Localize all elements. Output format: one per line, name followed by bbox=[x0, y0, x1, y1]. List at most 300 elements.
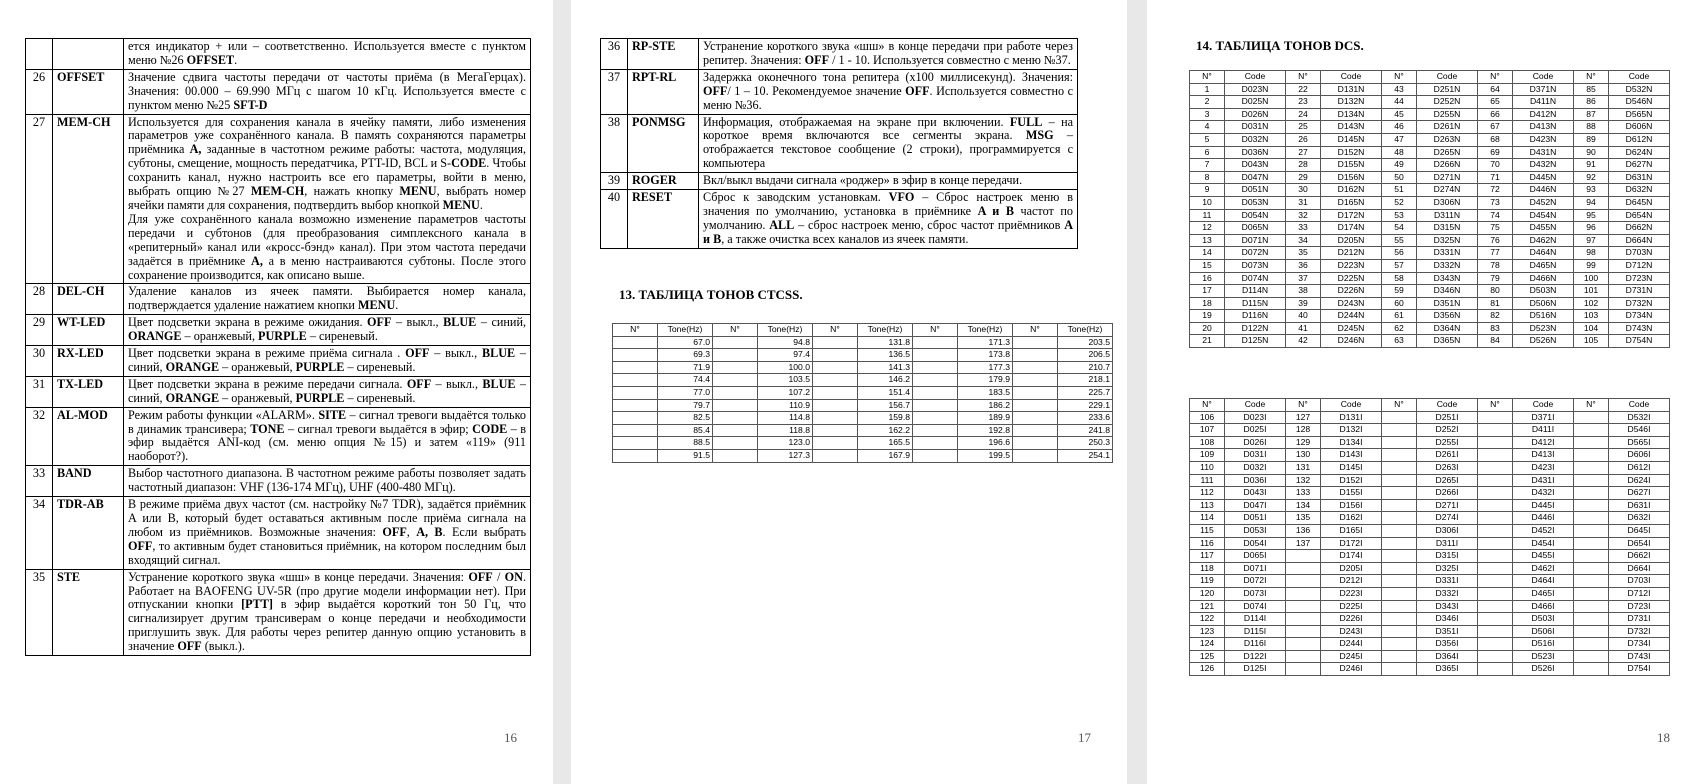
menu-row bbox=[26, 284, 531, 315]
description-text: Значение сдвига частоты передачи от частоты приёма (в МегаГерцах). Значения: 00.000 – 69.990 МГц с шагом 10 кГц. Используется вместе с пунктом меню №25 SFT-D bbox=[128, 69, 526, 112]
dcs-code: D331I bbox=[1417, 575, 1478, 588]
dcs-number: 115 bbox=[1190, 524, 1225, 537]
dcs-number: 36 bbox=[1286, 259, 1321, 272]
dcs-code: D132N bbox=[1321, 96, 1382, 109]
dcs-number: 16 bbox=[1190, 272, 1225, 285]
description-text: Режим работы функции «ALARM». SITE – сигнал тревоги выдаётся только в динамик трансивера; TONE – сигнал тревоги выдаётся в эфир; CODE – в эфир выдаётся ANI-код (см. меню опция №15) и затем «119» (911 наоборот?). bbox=[128, 407, 526, 464]
dcs-code: D446N bbox=[1513, 184, 1574, 197]
dcs-number: 113 bbox=[1190, 499, 1225, 512]
tone-number bbox=[613, 374, 658, 387]
menu-description bbox=[124, 284, 531, 315]
dcs-code: D306N bbox=[1417, 196, 1478, 209]
tone-value: 254.1 bbox=[1058, 449, 1113, 462]
menu-key: RP-STE bbox=[628, 39, 699, 70]
menu-row bbox=[26, 407, 531, 466]
table-row bbox=[613, 336, 1113, 349]
dcs-number: 23 bbox=[1286, 96, 1321, 109]
dcs-number bbox=[1382, 499, 1417, 512]
dcs-number: 78 bbox=[1478, 259, 1513, 272]
dcs-number: 119 bbox=[1190, 575, 1225, 588]
dcs-code: D261N bbox=[1417, 121, 1478, 134]
column-header-tone: Tone(Hz) bbox=[658, 324, 713, 337]
dcs-code: D131N bbox=[1321, 83, 1382, 96]
column-header-number: N° bbox=[1013, 324, 1058, 337]
dcs-code: D311N bbox=[1417, 209, 1478, 222]
column-header-number: N° bbox=[1382, 71, 1417, 84]
dcs-number: 71 bbox=[1478, 171, 1513, 184]
dcs-code: D043N bbox=[1225, 159, 1286, 172]
dcs-number: 55 bbox=[1382, 234, 1417, 247]
dcs-code: D455I bbox=[1513, 550, 1574, 563]
menu-row bbox=[26, 39, 531, 70]
page-17 bbox=[571, 0, 1127, 784]
dcs-code: D156N bbox=[1321, 171, 1382, 184]
tone-value: 233.6 bbox=[1058, 412, 1113, 425]
dcs-number bbox=[1286, 600, 1321, 613]
dcs-number: 136 bbox=[1286, 524, 1321, 537]
menu-description bbox=[699, 69, 1078, 114]
dcs-code: D332N bbox=[1417, 259, 1478, 272]
dcs-number bbox=[1574, 625, 1609, 638]
dcs-number bbox=[1574, 600, 1609, 613]
menu-row bbox=[26, 346, 531, 377]
dcs-number: 56 bbox=[1382, 247, 1417, 260]
dcs-code: D025I bbox=[1225, 424, 1286, 437]
dcs-code: D343I bbox=[1417, 600, 1478, 613]
tone-value: 123.0 bbox=[758, 437, 813, 450]
dcs-code: D074I bbox=[1225, 600, 1286, 613]
column-header-number: N° bbox=[1382, 399, 1417, 412]
tone-number bbox=[913, 374, 958, 387]
dcs-number: 77 bbox=[1478, 247, 1513, 260]
dcs-number: 132 bbox=[1286, 474, 1321, 487]
dcs-number bbox=[1574, 449, 1609, 462]
dcs-code: D205I bbox=[1321, 562, 1382, 575]
description-text: Используется для сохранения канала в ячейку памяти, либо изменения параметров уже сохранённого канала. В память сохраняются параметры приёмника A, заданные в частотном режиме работы: частота, модуляция, субтоны, смещение, мощность передатчика, PTT-ID, BCL и S-CODE. Чтобы сохранить канал, нужно настроить все его параметры, войти в меню, выбрать опцию №27 MEM-CH, нажать кнопку MENU, выбрать номер ячейки памяти для сохранения, подтвердить выбор кнопкой MENU. bbox=[128, 114, 527, 212]
dcs-code: D116I bbox=[1225, 638, 1286, 651]
dcs-code: D413N bbox=[1513, 121, 1574, 134]
dcs-number bbox=[1286, 562, 1321, 575]
dcs-code: D072I bbox=[1225, 575, 1286, 588]
dcs-number: 43 bbox=[1382, 83, 1417, 96]
menu-number: 39 bbox=[601, 173, 628, 190]
dcs-number: 54 bbox=[1382, 222, 1417, 235]
column-header-tone: Tone(Hz) bbox=[758, 324, 813, 337]
table-row bbox=[1190, 285, 1670, 298]
menu-number: 29 bbox=[26, 315, 53, 346]
table-row bbox=[613, 399, 1113, 412]
dcs-code: D266I bbox=[1417, 487, 1478, 500]
dcs-number bbox=[1574, 499, 1609, 512]
dcs-code: D315N bbox=[1417, 222, 1478, 235]
dcs-number: 14 bbox=[1190, 247, 1225, 260]
dcs-code: D115I bbox=[1225, 625, 1286, 638]
dcs-number: 17 bbox=[1190, 285, 1225, 298]
dcs-number bbox=[1286, 613, 1321, 626]
dcs-code: D225N bbox=[1321, 272, 1382, 285]
dcs-number: 90 bbox=[1574, 146, 1609, 159]
dcs-number: 73 bbox=[1478, 196, 1513, 209]
dcs-number: 74 bbox=[1478, 209, 1513, 222]
dcs-number bbox=[1478, 461, 1513, 474]
menu-row bbox=[26, 569, 531, 655]
dcs-number bbox=[1286, 575, 1321, 588]
dcs-code: D712N bbox=[1609, 259, 1670, 272]
menu-row bbox=[26, 376, 531, 407]
dcs-number: 99 bbox=[1574, 259, 1609, 272]
tone-number bbox=[1013, 424, 1058, 437]
dcs-code: D156I bbox=[1321, 499, 1382, 512]
dcs-code: D332I bbox=[1417, 587, 1478, 600]
dcs-number: 2 bbox=[1190, 96, 1225, 109]
dcs-number: 24 bbox=[1286, 108, 1321, 121]
dcs-code: D662N bbox=[1609, 222, 1670, 235]
dcs-code: D632N bbox=[1609, 184, 1670, 197]
tone-number bbox=[813, 386, 858, 399]
dcs-code: D506I bbox=[1513, 625, 1574, 638]
dcs-code: D263N bbox=[1417, 133, 1478, 146]
dcs-number: 13 bbox=[1190, 234, 1225, 247]
menu-number: 35 bbox=[26, 569, 53, 655]
tone-value: 131.8 bbox=[858, 336, 913, 349]
dcs-code: D251N bbox=[1417, 83, 1478, 96]
description-text: Устранение короткого звука «шш» в конце передачи при работе через репитер. Значения: OFF / 1 - 10. Используется совместно с меню №37. bbox=[703, 39, 1073, 67]
dcs-number: 117 bbox=[1190, 550, 1225, 563]
tone-value: 71.9 bbox=[658, 361, 713, 374]
dcs-number bbox=[1574, 638, 1609, 651]
dcs-code: D526I bbox=[1513, 663, 1574, 676]
dcs-number bbox=[1382, 537, 1417, 550]
table-row bbox=[1190, 108, 1670, 121]
dcs-number: 95 bbox=[1574, 209, 1609, 222]
dcs-code: D612I bbox=[1609, 461, 1670, 474]
dcs-number: 88 bbox=[1574, 121, 1609, 134]
dcs-number bbox=[1574, 613, 1609, 626]
dcs-number: 80 bbox=[1478, 285, 1513, 298]
dcs-number: 85 bbox=[1574, 83, 1609, 96]
table-row bbox=[613, 437, 1113, 450]
dcs-number bbox=[1382, 575, 1417, 588]
dcs-code: D265I bbox=[1417, 474, 1478, 487]
tone-value: 97.4 bbox=[758, 349, 813, 362]
column-header-number: N° bbox=[1574, 71, 1609, 84]
dcs-number bbox=[1478, 663, 1513, 676]
table-header-row bbox=[613, 324, 1113, 337]
dcs-tone-table-normal bbox=[1189, 70, 1670, 348]
column-header-code: Code bbox=[1417, 399, 1478, 412]
table-row bbox=[1190, 247, 1670, 260]
dcs-number: 107 bbox=[1190, 424, 1225, 437]
dcs-number: 76 bbox=[1478, 234, 1513, 247]
dcs-number: 123 bbox=[1190, 625, 1225, 638]
tone-number bbox=[913, 361, 958, 374]
menu-description bbox=[124, 39, 531, 70]
dcs-number bbox=[1478, 512, 1513, 525]
table-row bbox=[1190, 613, 1670, 626]
dcs-number bbox=[1286, 650, 1321, 663]
dcs-code: D454I bbox=[1513, 537, 1574, 550]
menu-description bbox=[124, 315, 531, 346]
dcs-number bbox=[1574, 537, 1609, 550]
table-row bbox=[1190, 222, 1670, 235]
dcs-code: D503N bbox=[1513, 285, 1574, 298]
dcs-code: D455N bbox=[1513, 222, 1574, 235]
dcs-code: D023I bbox=[1225, 411, 1286, 424]
tone-number bbox=[1013, 412, 1058, 425]
dcs-code: D351N bbox=[1417, 297, 1478, 310]
column-header-code: Code bbox=[1417, 71, 1478, 84]
menu-key: DEL-CH bbox=[53, 284, 124, 315]
tone-value: 79.7 bbox=[658, 399, 713, 412]
dcs-number bbox=[1574, 587, 1609, 600]
table-row bbox=[1190, 96, 1670, 109]
table-row bbox=[1190, 335, 1670, 348]
menu-key: BAND bbox=[53, 466, 124, 497]
dcs-code: D212N bbox=[1321, 247, 1382, 260]
tone-value: 183.5 bbox=[958, 386, 1013, 399]
column-header-number: N° bbox=[1190, 399, 1225, 412]
dcs-number: 89 bbox=[1574, 133, 1609, 146]
dcs-number: 98 bbox=[1574, 247, 1609, 260]
dcs-number: 19 bbox=[1190, 310, 1225, 323]
dcs-code: D125N bbox=[1225, 335, 1286, 348]
dcs-code: D031N bbox=[1225, 121, 1286, 134]
dcs-code: D356N bbox=[1417, 310, 1478, 323]
dcs-code: D114N bbox=[1225, 285, 1286, 298]
dcs-code: D732I bbox=[1609, 625, 1670, 638]
menu-row bbox=[601, 190, 1078, 249]
dcs-number: 42 bbox=[1286, 335, 1321, 348]
dcs-number: 10 bbox=[1190, 196, 1225, 209]
dcs-number bbox=[1286, 663, 1321, 676]
tone-value: 110.9 bbox=[758, 399, 813, 412]
tone-value: 162.2 bbox=[858, 424, 913, 437]
column-header-number: N° bbox=[613, 324, 658, 337]
dcs-number: 94 bbox=[1574, 196, 1609, 209]
tone-number bbox=[813, 449, 858, 462]
dcs-number: 1 bbox=[1190, 83, 1225, 96]
dcs-code: D466N bbox=[1513, 272, 1574, 285]
dcs-number: 87 bbox=[1574, 108, 1609, 121]
table-row bbox=[1190, 209, 1670, 222]
menu-number: 36 bbox=[601, 39, 628, 70]
table-row bbox=[1190, 436, 1670, 449]
dcs-code: D246I bbox=[1321, 663, 1382, 676]
table-row bbox=[1190, 487, 1670, 500]
menu-number: 34 bbox=[26, 497, 53, 570]
dcs-code: D703N bbox=[1609, 247, 1670, 260]
column-header-tone: Tone(Hz) bbox=[1058, 324, 1113, 337]
tone-value: 77.0 bbox=[658, 386, 713, 399]
menu-description bbox=[699, 39, 1078, 70]
dcs-code: D343N bbox=[1417, 272, 1478, 285]
dcs-code: D266N bbox=[1417, 159, 1478, 172]
menu-number: 30 bbox=[26, 346, 53, 377]
menu-row bbox=[601, 39, 1078, 70]
dcs-number: 122 bbox=[1190, 613, 1225, 626]
dcs-number bbox=[1574, 575, 1609, 588]
menu-key: ROGER bbox=[628, 173, 699, 190]
table-row bbox=[1190, 146, 1670, 159]
dcs-number: 57 bbox=[1382, 259, 1417, 272]
tone-number bbox=[613, 412, 658, 425]
dcs-code: D205N bbox=[1321, 234, 1382, 247]
dcs-code: D464I bbox=[1513, 575, 1574, 588]
menu-row bbox=[26, 466, 531, 497]
dcs-number bbox=[1286, 638, 1321, 651]
dcs-code: D516I bbox=[1513, 638, 1574, 651]
menu-key: WT-LED bbox=[53, 315, 124, 346]
table-row bbox=[1190, 562, 1670, 575]
tone-number bbox=[613, 349, 658, 362]
dcs-code: D271N bbox=[1417, 171, 1478, 184]
dcs-number bbox=[1574, 524, 1609, 537]
menu-table-page-17 bbox=[600, 38, 1078, 249]
dcs-number: 3 bbox=[1190, 108, 1225, 121]
dcs-number: 125 bbox=[1190, 650, 1225, 663]
dcs-number: 70 bbox=[1478, 159, 1513, 172]
table-row bbox=[1190, 259, 1670, 272]
dcs-number bbox=[1382, 613, 1417, 626]
dcs-code: D065I bbox=[1225, 550, 1286, 563]
table-row bbox=[613, 412, 1113, 425]
dcs-code: D331N bbox=[1417, 247, 1478, 260]
dcs-code: D116N bbox=[1225, 310, 1286, 323]
table-row bbox=[1190, 171, 1670, 184]
table-row bbox=[1190, 272, 1670, 285]
tone-value: 82.5 bbox=[658, 412, 713, 425]
tone-number bbox=[913, 349, 958, 362]
menu-description bbox=[124, 569, 531, 655]
tone-number bbox=[613, 399, 658, 412]
dcs-code: D371N bbox=[1513, 83, 1574, 96]
dcs-code: D165N bbox=[1321, 196, 1382, 209]
dcs-code: D246N bbox=[1321, 335, 1382, 348]
dcs-number: 91 bbox=[1574, 159, 1609, 172]
table-row bbox=[1190, 550, 1670, 563]
table-row bbox=[1190, 159, 1670, 172]
tone-number bbox=[713, 336, 758, 349]
tone-value: 189.9 bbox=[958, 412, 1013, 425]
dcs-code: D452I bbox=[1513, 524, 1574, 537]
dcs-code: D026N bbox=[1225, 108, 1286, 121]
dcs-code: D252I bbox=[1417, 424, 1478, 437]
dcs-number: 93 bbox=[1574, 184, 1609, 197]
column-header-code: Code bbox=[1513, 399, 1574, 412]
dcs-number: 110 bbox=[1190, 461, 1225, 474]
dcs-code: D036I bbox=[1225, 474, 1286, 487]
dcs-number bbox=[1382, 625, 1417, 638]
tone-number bbox=[813, 361, 858, 374]
dcs-number: 135 bbox=[1286, 512, 1321, 525]
description-text: Задержка оконечного тона репитера (x100 миллисекунд). Значения: OFF/ 1 – 10. Рекомендуемое значение OFF. Используется совместно с меню №36. bbox=[703, 69, 1073, 112]
dcs-number: 120 bbox=[1190, 587, 1225, 600]
tone-value: 225.7 bbox=[1058, 386, 1113, 399]
description-text: Для уже сохранённого канала возможно изменение параметров частоты передачи и субтонов (для преобразования симплексного канала в «репитерный» канал или «кросс-бэнд» канал). При этом частота передачи задаётся в приёмнике A, а в меню настраиваются субтоны. После этого сохранение производится, как описано выше. bbox=[128, 211, 526, 282]
dcs-code: D624I bbox=[1609, 474, 1670, 487]
dcs-code: D664N bbox=[1609, 234, 1670, 247]
description-text: В режиме приёма двух частот (см. настройку №7 TDR), задаётся приёмник A или B, который будет оставаться активным после приёма сигнала на любом из приёмников. Возможные значения: OFF, A, B. Если выбрать OFF, то активным будет становиться приёмник, на котором последним был входящий сигнал. bbox=[128, 497, 527, 567]
dcs-code: D251I bbox=[1417, 411, 1478, 424]
tone-value: 177.3 bbox=[958, 361, 1013, 374]
menu-key: AL-MOD bbox=[53, 407, 124, 466]
menu-row bbox=[601, 69, 1078, 114]
tone-value: 85.4 bbox=[658, 424, 713, 437]
dcs-number: 22 bbox=[1286, 83, 1321, 96]
menu-key: PONMSG bbox=[628, 114, 699, 173]
dcs-number bbox=[1478, 613, 1513, 626]
dcs-code: D346I bbox=[1417, 613, 1478, 626]
dcs-code: D364N bbox=[1417, 322, 1478, 335]
dcs-number: 97 bbox=[1574, 234, 1609, 247]
page-16 bbox=[0, 0, 553, 784]
dcs-number: 32 bbox=[1286, 209, 1321, 222]
description-text: Устранение короткого звука «шш» в конце передачи. Значения: OFF / ON. Работает на BAOFENG UV-5R (про другие модели информации нет). При отпускании кнопки [PTT] в эфир выдаётся короткий тон 50 Гц, что сигнализирует другим трансиверам о конце передачи и необходимости приглушить звук. Для работы через репитер данную опцию установить в значение OFF (выкл.). bbox=[128, 569, 526, 654]
dcs-number bbox=[1382, 650, 1417, 663]
tone-number bbox=[613, 386, 658, 399]
dcs-number bbox=[1382, 600, 1417, 613]
menu-row bbox=[601, 114, 1078, 173]
dcs-code: D325N bbox=[1417, 234, 1478, 247]
menu-description bbox=[124, 69, 531, 114]
dcs-number: 111 bbox=[1190, 474, 1225, 487]
dcs-number bbox=[1574, 550, 1609, 563]
dcs-code: D047N bbox=[1225, 171, 1286, 184]
dcs-code: D565I bbox=[1609, 436, 1670, 449]
dcs-code: D731I bbox=[1609, 613, 1670, 626]
menu-key: TDR-AB bbox=[53, 497, 124, 570]
table-row bbox=[1190, 184, 1670, 197]
dcs-code: D122N bbox=[1225, 322, 1286, 335]
dcs-number bbox=[1574, 663, 1609, 676]
dcs-code: D432I bbox=[1513, 487, 1574, 500]
dcs-code: D122I bbox=[1225, 650, 1286, 663]
column-header-code: Code bbox=[1321, 71, 1382, 84]
dcs-code: D645I bbox=[1609, 524, 1670, 537]
dcs-number bbox=[1286, 550, 1321, 563]
dcs-code: D132I bbox=[1321, 424, 1382, 437]
dcs-code: D114I bbox=[1225, 613, 1286, 626]
dcs-code: D446I bbox=[1513, 512, 1574, 525]
dcs-code: D226N bbox=[1321, 285, 1382, 298]
dcs-number bbox=[1478, 600, 1513, 613]
table-row bbox=[1190, 663, 1670, 676]
dcs-code: D445N bbox=[1513, 171, 1574, 184]
dcs-code: D071N bbox=[1225, 234, 1286, 247]
table-row bbox=[1190, 575, 1670, 588]
dcs-number: 96 bbox=[1574, 222, 1609, 235]
tone-value: 136.5 bbox=[858, 349, 913, 362]
tone-number bbox=[713, 374, 758, 387]
description-text: Выбор частотного диапазона. В частотном режиме работы позволяет задать частотный диапазон: VHF (136-174 МГц), UHF (400-480 МГц). bbox=[128, 466, 526, 495]
dcs-number: 102 bbox=[1574, 297, 1609, 310]
dcs-number bbox=[1478, 537, 1513, 550]
menu-key: RESET bbox=[628, 190, 699, 249]
table-row bbox=[1190, 600, 1670, 613]
tone-value: 159.8 bbox=[858, 412, 913, 425]
table-row bbox=[1190, 650, 1670, 663]
dcs-code: D223I bbox=[1321, 587, 1382, 600]
dcs-code: D162N bbox=[1321, 184, 1382, 197]
dcs-number: 109 bbox=[1190, 449, 1225, 462]
column-header-number: N° bbox=[1574, 399, 1609, 412]
menu-key: RPT-RL bbox=[628, 69, 699, 114]
table-row bbox=[613, 424, 1113, 437]
tone-value: 229.1 bbox=[1058, 399, 1113, 412]
dcs-number bbox=[1478, 650, 1513, 663]
dcs-code: D043I bbox=[1225, 487, 1286, 500]
dcs-code: D174I bbox=[1321, 550, 1382, 563]
